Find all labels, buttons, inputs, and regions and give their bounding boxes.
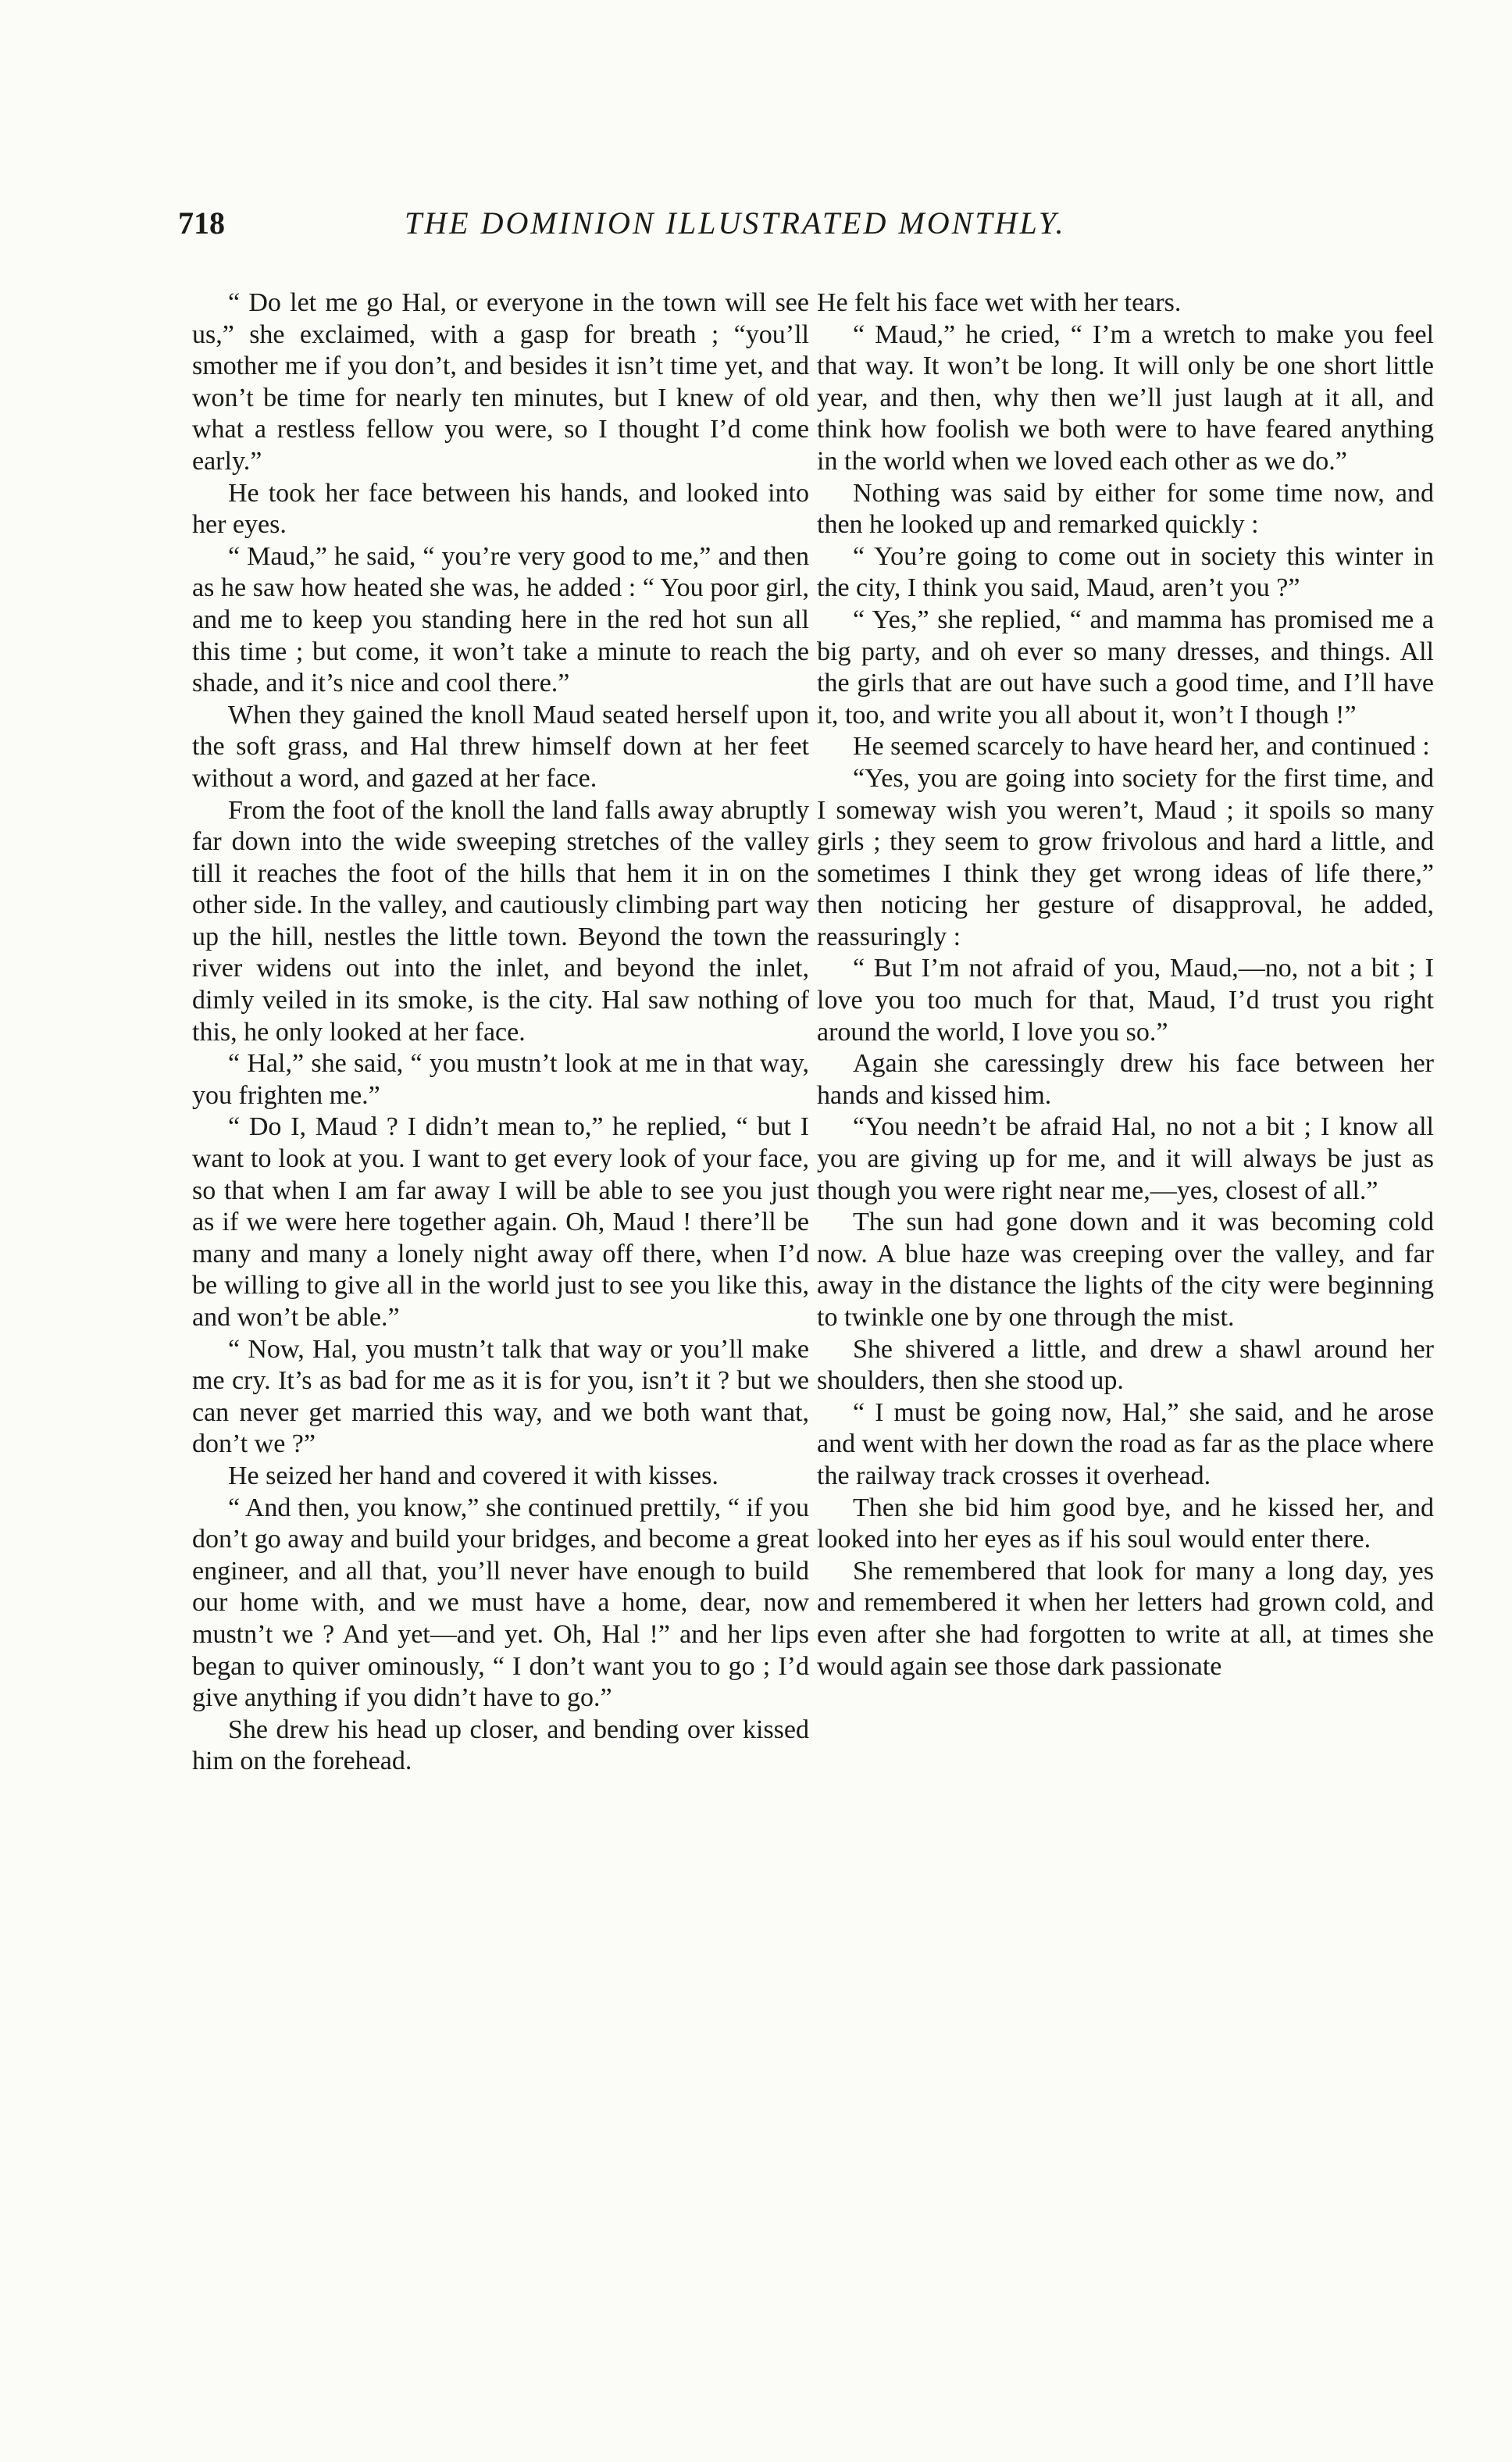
paragraph: From the foot of the knoll the land falls away abruptly far down into the wide sweeping stretches of the valley till it reaches the foot of the hills that hem it in on the other side. In the valley, and cautiously climbing part way up the hill, nestles the little town. Beyond the town the river widens out into the inlet, and beyond the inlet, dimly veiled in its smoke, is the city. Hal saw nothing of this, he only looked at her face.: [192, 795, 809, 1047]
paragraph: “ I must be going now, Hal,” she said, and he arose and went with her down the road as far as the place where the railway track crosses it overhead.: [817, 1397, 1434, 1490]
continuation-paragraph: He felt his face wet with her tears.: [817, 288, 1182, 317]
right-column: [817, 287, 1434, 1682]
paragraph: Again she caressingly drew his face between her hands and kissed him.: [817, 1049, 1434, 1110]
paragraph: “ Maud,” he said, “ you’re very good to me,” and then as he saw how heated she was, he added : “ You poor girl, and me to keep you standing here in the red hot sun all this time ; but come, it won’t take a minute to reach the shade, and it’s nice and cool there.”: [192, 541, 809, 698]
paragraph: When they gained the knoll Maud seated herself upon the soft grass, and Hal threw himself down at her feet without a word, and gazed at her face.: [192, 700, 809, 793]
paragraph: He seemed scarcely to have heard her, and continued :: [853, 732, 1430, 762]
paragraph: The sun had gone down and it was becoming cold now. A blue haze was creeping over the valley, and far away in the distance the lights of the city were beginning to twinkle one by one through the mist.: [817, 1208, 1434, 1332]
paragraph: She drew his head up closer, and bending over kissed him on the forehead.: [192, 1714, 809, 1776]
paragraph: “ Maud,” he cried, “ I’m a wretch to make you feel that way. It won’t be long. It will only be one short little year, and then, why then we’ll just laugh at it all, and think how foolish we both were to have feared anything in the world when we loved each other as we do.”: [817, 319, 1434, 476]
paragraph: He took her face between his hands, and looked into her eyes.: [192, 478, 809, 540]
paragraph: “ You’re going to come out in society this winter in the city, I think you said, Maud, aren’t you ?”: [817, 541, 1434, 603]
paragraph: She remembered that look for many a long day, yes and remembered it when her letters had grown cold, and even after she had forgotten to write at all, at times she would again see those dark passionate: [817, 1556, 1434, 1681]
paragraph: She shivered a little, and drew a shawl around her shoulders, then she stood up.: [817, 1334, 1434, 1396]
paragraph: “ Yes,” she replied, “ and mamma has promised me a big party, and oh ever so many dresses, and things. All the girls that are out have such a good time, and I’ll have it, too, and write you all about it, won’t I though !”: [817, 605, 1434, 730]
paragraph: Nothing was said by either for some time now, and then he looked up and remarked quickly :: [817, 478, 1434, 540]
page-header: [178, 205, 1193, 252]
paragraph: “ Do I, Maud ? I didn’t mean to,” he replied, “ but I want to look at you. I want to get every look of your face, so that when I am far away I will be able to see you just as if we were here together again. Oh, Maud ! there’ll be many and many a lonely night away off there, when I’d be willing to give all in the world just to see you like this, and won’t be able.”: [192, 1112, 809, 1332]
paragraph: “ Hal,” she said, “ you mustn’t look at me in that way, you frighten me.”: [192, 1049, 809, 1110]
paragraph: “You needn’t be afraid Hal, no not a bit ; I know all you are giving up for me, and it will always be just as though you were right near me,—yes, closest of all.”: [817, 1112, 1434, 1205]
paragraph: “ But I’m not afraid of you, Maud,—no, not a bit ; I love you too much for that, Maud, I’d trust you right around the world, I love you so.”: [817, 954, 1434, 1047]
paragraph: He seized her hand and covered it with kisses.: [228, 1461, 719, 1490]
paragraph: “ Now, Hal, you mustn’t talk that way or you’ll make me cry. It’s as bad for me as it is for you, isn’t it ? but we can never get married this way, and we both want that, don’t we ?”: [192, 1334, 809, 1459]
paragraph: “ And then, you know,” she continued prettily, “ if you don’t go away and build your bridges, and become a great engineer, and all that, you’ll never have enough to build our home with, and we must have a home, dear, now mustn’t we ? And yet—and yet. Oh, Hal !” and her lips began to quiver ominously, “ I don’t want you to go ; I’d give anything if you didn’t have to go.”: [192, 1493, 809, 1713]
left-column: [192, 287, 809, 1778]
running-title: THE DOMINION ILLUSTRATED MONTHLY.: [405, 205, 1066, 241]
paragraph: “Yes, you are going into society for the first time, and I someway wish you weren’t, Maud ; it spoils so many girls ; they seem to grow frivolous and hard a little, and sometimes I think they get wrong ideas of life there,” then noticing her gesture of disapproval, he added, reassuringly :: [817, 763, 1434, 951]
paragraph: “ Do let me go Hal, or everyone in the town will see us,” she exclaimed, with a gasp for breath ; “you’ll smother me if you don’t, and besides it isn’t time yet, and won’t be time for nearly ten minutes, but I knew of old what a restless fellow you were, so I thought I’d come early.”: [192, 288, 809, 476]
page-number: 718: [178, 205, 225, 241]
paragraph: Then she bid him good bye, and he kissed her, and looked into her eyes as if his soul would enter there.: [817, 1493, 1434, 1554]
